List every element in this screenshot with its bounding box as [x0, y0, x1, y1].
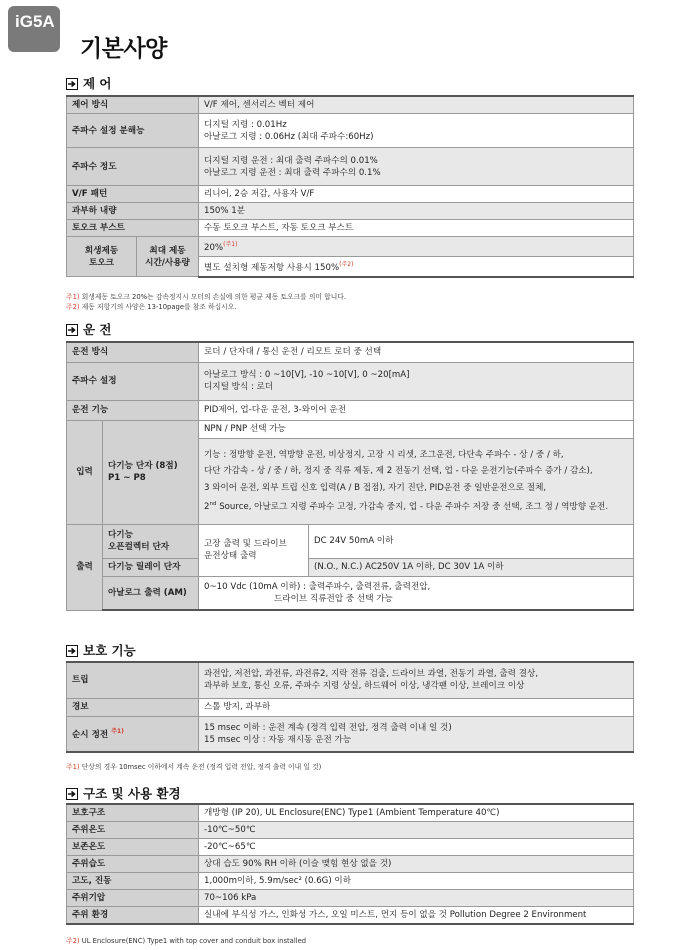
table-row: 주파수 정도 디지털 지령 운전 : 최대 출력 주파수의 0.01% 아날로그 지령 운전 : 최대 출력 주파수의 0.1% — [67, 148, 634, 186]
control-table — [66, 95, 634, 278]
table-row: 고도, 진동 1,000m이하, 5.9m/sec² (0.6G) 이하 — [67, 873, 634, 890]
arrow-icon — [66, 78, 78, 90]
table-row: 운전 기능 PID제어, 업-다운 운전, 3-와이어 운전 — [67, 400, 634, 420]
table-row: 입력 다기능 단자 (8점) P1 ~ P8 NPN / PNP 선택 가능 — [67, 420, 634, 438]
func-line-4: Source, 아날로그 지령 주파수 고정, 가감속 중지, 업 - 다운 주파수 저장 중 선택, 조그 정 / 역방향 운전. — [219, 501, 609, 512]
table-row: 주파수 설정 분해능 디지털 지령 : 0.01Hz 아날로그 지령 : 0.06Hz (최대 주파수:60Hz) — [67, 114, 634, 148]
product-badge: iG5A — [8, 6, 60, 52]
table-row: 주위 환경 실내에 부식성 가스, 인화성 가스, 오일 미스트, 먼지 등이 없을 것 Pollution Degree 2 Environment — [67, 907, 634, 925]
protection-table — [66, 661, 634, 753]
table-row: 주위습도 상대 습도 90% RH 이하 (이슬 맺힘 현상 없을 것) — [67, 856, 634, 873]
section-heading-protection: 보호 기능 — [66, 643, 136, 659]
page-title: 기본사양 — [80, 36, 167, 62]
table-row: 다기능 릴레이 단자 (N.O., N.C.) AC250V 1A 이하, DC 30V 1A 이하 — [67, 558, 634, 576]
environment-table — [66, 803, 634, 925]
arrow-icon — [66, 645, 78, 657]
table-row: 기능 : 정방향 운전, 역방향 운전, 비상정지, 고장 시 리셋, 조그운전, 다단속 주파수 - 상 / 중 / 하, 다단 가감속 - 상 / 중 / 하, 정지 중 직류 제동, 제 2 전동기 선택, 업 - 다운 운전기능(주파수 증가 / 감소), 3 와이어 운전, 외부 트립 신호 입력(A / B 접점), 자기 진단, PID운전 중 일반운전으로 절체, 2nd Source, 아날로그 지령 주파수 고정, 가감속 중지, 업 - 다운 주파수 저장 중 선택, 조그 정 / 역방향 운전. — [67, 438, 634, 524]
table-row: 경보 스톨 방지, 과부하 — [67, 698, 634, 716]
section-heading-control: 제 어 — [66, 76, 112, 92]
table-row: 과부하 내량 150% 1분 — [67, 203, 634, 220]
table-row: 별도 설치형 제동저항 사용시 150%$^{(주2)}$ — [67, 256, 634, 276]
table-row: 제어 방식 V/F 제어, 센서리스 벡터 제어 — [67, 96, 634, 114]
operation-table — [66, 341, 634, 611]
table-row: 순시 정전 $^{주1)}$ 15 msec 이하 : 운전 계속 (정격 입력 전압, 정격 출력 이내 일 것) 15 msec 이상 : 자동 재시동 운전 가능 — [67, 716, 634, 752]
table-row: 주위온도 -10℃~50℃ — [67, 822, 634, 839]
section-heading-environment: 구조 및 사용 환경 — [66, 786, 181, 802]
table-row: 출력 다기능 오픈컬렉터 단자 고장 출력 및 드라이브 운전상태 출력 DC 24V 50mA 이하 — [67, 524, 634, 558]
table-row: 보호구조 개방형 (IP 20), UL Enclosure(ENC) Type1 (Ambient Temperature 40℃) — [67, 804, 634, 822]
table-row: 보존온도 -20℃~65℃ — [67, 839, 634, 856]
table-row: V/F 패턴 리니어, 2승 저감, 사용자 V/F — [67, 186, 634, 203]
table-row: 아날로그 출력 (AM) 0~10 Vdc (10mA 이하) : 출력주파수, 출력전류, 출력전압, 드라이브 직류전압 중 선택 가능 — [67, 576, 634, 610]
section-heading-operation: 운 전 — [66, 322, 112, 338]
table-row: 트립 과전압, 저전압, 과전류, 과전류2, 지락 전류 검출, 드라이브 과열, 전동기 과열, 출력 결상, 과부하 보호, 통신 오류, 주파수 지령 상실, 하드웨어 이상, 냉각팬 이상, 브레이크 이상 — [67, 662, 634, 698]
table-row: 운전 방식 로더 / 단자대 / 통신 운전 / 리모트 로더 중 선택 — [67, 342, 634, 362]
table-row: 주위기압 70~106 kPa — [67, 890, 634, 907]
table-row: 회생제동 토오크 최대 제동 시간/사용량 20%$^{(주1)}$ — [67, 237, 634, 257]
table-row: 토오크 부스트 수동 토오크 부스트, 자동 토오크 부스트 — [67, 220, 634, 237]
protection-note: 주1) 단상의 경우 10msec 이하에서 계속 운전 (정격 입력 전압, 정격 출력 이내 일 것) — [66, 763, 322, 771]
control-notes: 주1) 회생제동 토오크 20%는 감속정지시 모터의 손실에 의한 평균 제동 토오크를 의미 합니다. 주2) 제동 저항기의 사양은 13-10page를 참조 하십시오. — [66, 293, 346, 311]
table-row: 주파수 설정 아날로그 방식 : 0 ~10[V], -10 ~10[V], 0 ~20[mA] 디지털 방식 : 로더 — [67, 362, 634, 400]
arrow-icon — [66, 324, 78, 336]
environment-note: 주2) UL Enclosure(ENC) Type1 with top cover and conduit box installed — [66, 937, 307, 945]
arrow-icon — [66, 788, 78, 800]
